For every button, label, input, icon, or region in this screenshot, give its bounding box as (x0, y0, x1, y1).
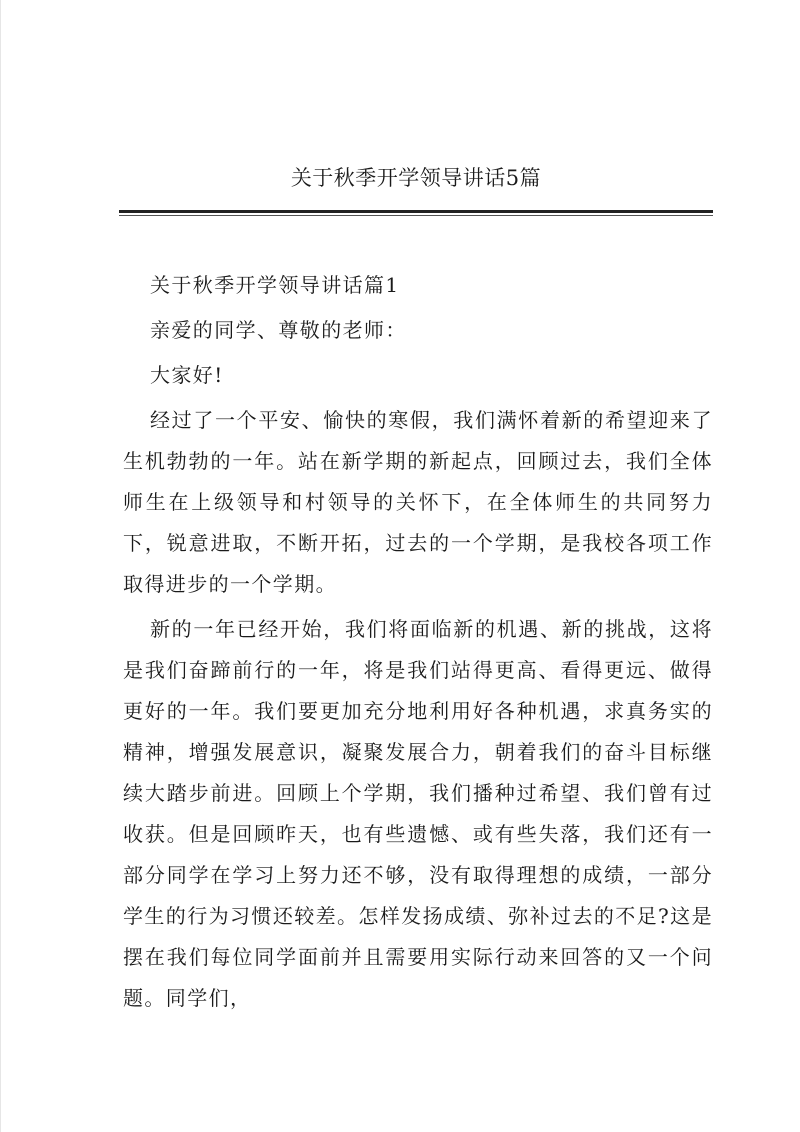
title-rule-thick (119, 210, 713, 213)
document-title: 关于秋季开学领导讲话5篇 (290, 166, 542, 190)
salutation: 亲爱的同学、尊敬的老师： (150, 318, 407, 342)
body-paragraph: 经过了一个平安、愉快的寒假，我们满怀着新的希望迎来了生机勃勃的一年。站在新学期的新起点，回顾过去，我们全体师生在上级领导和村领导的关怀下，在全体师生的共同努力下，锐意进取，不断开拓，过去的一个学期，是我校各项工作取得进步的一个学期。 (123, 408, 713, 596)
greeting: 大家好! (150, 363, 224, 387)
document-header (119, 160, 713, 216)
document-body (123, 265, 713, 1023)
title-rule-thin (119, 215, 713, 216)
body-paragraph: 新的一年已经开始，我们将面临新的机遇、新的挑战，这将是我们奋蹄前行的一年，将是我们站得更高、看得更远、做得更好的一年。我们要更加充分地利用好各种机遇，求真务实的精神，增强发展意识，凝聚发展合力，朝着我们的奋斗目标继续大踏步前进。回顾上个学期，我们播种过希望、我们曾有过收获。但是回顾昨天，也有些遗憾、或有些失落，我们还有一部分同学在学习上努力还不够，没有取得理想的成绩，一部分学生的行为习惯还较差。怎样发扬成绩、弥补过去的不足?这是摆在我们每位同学面前并且需要用实际行动来回答的又一个问题。同学们， (123, 617, 713, 1010)
section-heading: 关于秋季开学领导讲话篇1 (150, 273, 400, 297)
